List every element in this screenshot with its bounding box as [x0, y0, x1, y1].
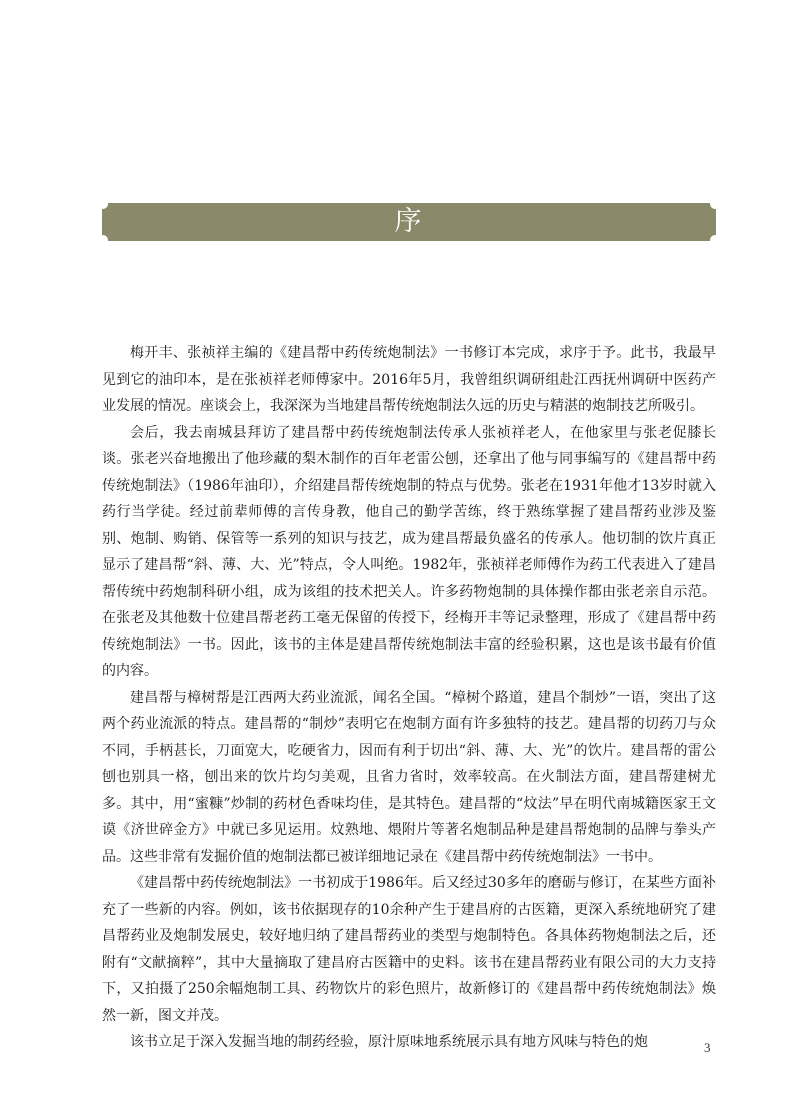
preface-body	[102, 340, 716, 1056]
paragraph: 该书立足于深入发掘当地的制药经验，原汁原味地系统展示具有地方风味与特色的炮	[130, 1034, 648, 1050]
page-number: 3	[704, 1040, 711, 1055]
paragraph: 建昌帮与樟树帮是江西两大药业流派，闻名全国。“樟树个路道，建昌个制炒”一语，突出了这两个药业流派的特点。建昌帮的“制炒”表明它在炮制方面有许多独特的技艺。建昌帮的切药刀与众不同，手柄甚长，刀面宽大，吃硬省力，因而有利于切出“斜、薄、大、光”的饮片。建昌帮的雷公刨也别具一格，刨出来的饮片均匀美观，且省力省时，效率较高。在火制法方面，建昌帮建树尤多。其中，用“蜜糠”炒制的药材色香味均佳，是其特色。建昌帮的“炆法”早在明代南城籍医家王文谟《济世碎金方》中就已多见运用。炆熟地、煨附片等著名炮制品种是建昌帮炮制的品牌与拳头产品。这些非常有发掘价值的炮制法都已被详细地记录在《建昌帮中药传统炮制法》一书中。	[102, 689, 716, 865]
paragraph: 《建昌帮中药传统炮制法》一书初成于1986年。后又经过30多年的磨砺与修订，在某些方面补充了一些新的内容。例如，该书依据现存的10余种产生于建昌府的古医籍，更深入系统地研究了建昌帮药业及炮制发展史，较好地归纳了建昌帮药业的类型与炮制特色。各具体药物炮制法之后，还附有“文献摘粹”，其中大量摘取了建昌府古医籍中的史料。该书在建昌帮药业有限公司的大力支持下，又拍摄了250余幅炮制工具、药物饮片的彩色照片，故新修订的《建昌帮中药传统炮制法》焕然一新，图文并茂。	[102, 875, 716, 1024]
paragraph: 会后，我去南城县拜访了建昌帮中药传统炮制法传承人张祯祥老人，在他家里与张老促膝长谈。张老兴奋地搬出了他珍藏的梨木制作的百年老雷公刨，还拿出了他与同事编写的《建昌帮中药传统炮制法》（1986年油印），介绍建昌帮传统炮制的特点与优势。张老在1931年他才13岁时就入药行当学徒。经过前辈师傅的言传身教，他自己的勤学苦练，终于熟练掌握了建昌帮药业涉及鉴别、炮制、购销、保管等一系列的知识与技艺，成为建昌帮最负盛名的传承人。他切制的饮片真正显示了建昌帮“斜、薄、大、光”特点，令人叫绝。1982年，张祯祥老师傅作为药工代表进入了建昌帮传统中药炮制科研小组，成为该组的技术把关人。许多药物炮制的具体操作都由张老亲自示范。在张老及其他数十位建昌帮老药工毫无保留的传授下，经梅开丰等记录整理，形成了《建昌帮中药传统炮制法》一书。因此，该书的主体是建昌帮传统炮制法丰富的经验积累，这也是该书最有价值的内容。	[102, 424, 716, 679]
section-title: 序	[394, 206, 424, 237]
title-banner	[102, 203, 716, 241]
paragraph: 梅开丰、张祯祥主编的《建昌帮中药传统炮制法》一书修订本完成，求序于予。此书，我最早见到它的油印本，是在张祯祥老师傅家中。2016年5月，我曾组织调研组赴江西抚州调研中医药产业发展的情况。座谈会上，我深深为当地建昌帮传统炮制法久远的历史与精湛的炮制技艺所吸引。	[102, 345, 716, 414]
